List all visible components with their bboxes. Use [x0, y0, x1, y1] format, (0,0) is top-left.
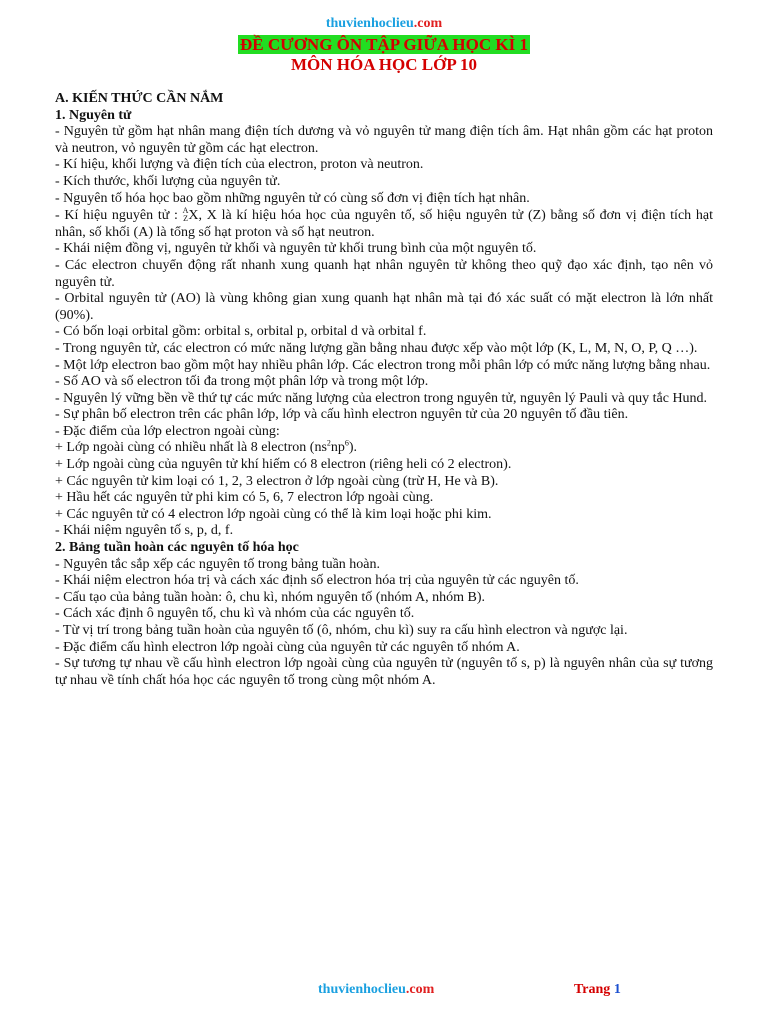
paragraph: + Các nguyên tử có 4 electron lớp ngoài cùng có thể là kim loại hoặc phi kim.	[55, 506, 492, 522]
paragraph: - Từ vị trí trong bảng tuần hoàn của nguyên tố (ô, nhóm, chu kì) suy ra cấu hình electron và ngược lại.	[55, 623, 628, 638]
paragraph: - Sự phân bố electron trên các phân lớp, lớp và cấu hình electron nguyên tử của 20 nguyên tố đầu tiên.	[55, 407, 629, 423]
section-heading: A. KIẾN THỨC CẦN NẮM	[55, 91, 224, 106]
subsection-heading-periodic-table: 2. Bảng tuần hoàn các nguyên tố hóa học	[55, 540, 299, 556]
paragraph: - Nguyên tử gồm hạt nhân mang điện tích dương và vỏ nguyên tử mang điện tích âm. Hạt nhân gồm các hạt proton và neutron, vỏ nguyên tử gồm các hạt electron.	[55, 124, 713, 156]
paragraph: - Khái niệm nguyên tố s, p, d, f.	[55, 523, 234, 539]
document-body	[55, 91, 713, 689]
document-title	[0, 35, 768, 55]
page-label: Trang	[574, 982, 611, 997]
paragraph: - Có bốn loại orbital gồm: orbital s, orbital p, orbital d và orbital f.	[55, 324, 427, 340]
paragraph: - Nguyên tắc sắp xếp các nguyên tố trong bảng tuần hoàn.	[55, 556, 381, 572]
paragraph: - Cấu tạo của bảng tuần hoàn: ô, chu kì, nhóm nguyên tố (nhóm A, nhóm B).	[55, 589, 486, 605]
text-run: + Lớp ngoài cùng có nhiều nhất là 8 electron (ns	[55, 440, 327, 456]
site-name: thuvienhoclieu	[325, 16, 414, 31]
text-run: X, X là kí hiệu hóa học của nguyên tố, số hiệu nguyên tử (Z) bằng số đơn vị điện tích hạt nhân, số khối (A) là tổng số hạt proton và số hạt neutron.	[55, 208, 713, 240]
site-domain: .com	[413, 16, 443, 31]
superscript: 6	[344, 438, 349, 448]
document-title-text: ĐỀ CƯƠNG ÔN TẬP GIỮA HỌC KÌ 1	[240, 35, 528, 54]
paragraph: + Hầu hết các nguyên tử phi kim có 5, 6, 7 electron lớp ngoài cùng.	[55, 490, 434, 506]
text-run: ).	[348, 440, 358, 456]
paragraph: + Các nguyên tử kim loại có 1, 2, 3 electron ở lớp ngoài cùng (trừ H, He và B).	[55, 473, 499, 489]
paragraph: - Số AO và số electron tối đa trong một phân lớp và trong một lớp.	[55, 374, 429, 390]
mass-number: A	[182, 206, 189, 216]
site-name: thuvienhoclieu	[318, 982, 406, 997]
text-run: np	[330, 440, 345, 456]
paragraph: - Các electron chuyển động rất nhanh xung quanh hạt nhân nguyên tử không theo quỹ đạo xác định, tạo nên vỏ nguyên tử.	[55, 257, 713, 290]
document-subtitle: MÔN HÓA HỌC LỚP 10	[290, 55, 478, 74]
page-number-value: 1	[613, 982, 621, 997]
paragraph: - Trong nguyên tử, các electron có mức năng lượng gần bằng nhau được xếp vào một lớp (K, L, M, N, O, P, Q …).	[55, 340, 698, 356]
site-logo-footer	[318, 982, 434, 998]
page-number	[574, 982, 621, 998]
paragraph: - Nguyên lý vững bền về thứ tự các mức năng lượng của electron trong nguyên tử, nguyên lý Pauli và quy tắc Hund.	[55, 390, 708, 406]
paragraph: - Đặc điểm cấu hình electron lớp ngoài cùng của nguyên tử các nguyên tố nhóm A.	[55, 639, 520, 655]
superscript: 2	[326, 438, 331, 448]
paragraph: - Khái niệm electron hóa trị và cách xác định số electron hóa trị của nguyên tử các nguyên tố.	[55, 573, 579, 589]
subsection-heading-atom: 1. Nguyên tử	[55, 107, 132, 123]
text-run: - Kí hiệu nguyên tử :	[55, 208, 183, 224]
paragraph-atomic-symbol	[55, 207, 713, 241]
paragraph: - Orbital nguyên tử (AO) là vùng không gian xung quanh hạt nhân mà tại đó xác suất có mặt electron là lớn nhất (90%).	[55, 291, 713, 323]
paragraph: - Kích thước, khối lượng của nguyên tử.	[55, 173, 281, 189]
paragraph: + Lớp ngoài cùng của nguyên tử khí hiếm có 8 electron (riêng heli có 2 electron).	[55, 457, 512, 473]
atomic-number: Z	[183, 214, 188, 224]
paragraph: - Đặc điểm của lớp electron ngoài cùng:	[55, 423, 280, 439]
paragraph: - Sự tương tự nhau về cấu hình electron lớp ngoài cùng của nguyên tử (nguyên tố s, p) là nguyên nhân của sự tương tự nhau về tính chất hóa học các nguyên tố trong cùng một nhóm A.	[55, 656, 713, 688]
paragraph-outer-shell	[55, 440, 713, 457]
paragraph: - Nguyên tố hóa học bao gồm những nguyên tử có cùng số đơn vị điện tích hạt nhân.	[55, 190, 530, 206]
site-logo-header	[0, 16, 768, 32]
paragraph: - Cách xác định ô nguyên tố, chu kì và nhóm của các nguyên tố.	[55, 606, 415, 622]
paragraph: - Khái niệm đồng vị, nguyên tử khối và nguyên tử khối trung bình của một nguyên tố.	[55, 241, 537, 257]
site-domain: .com	[405, 982, 435, 997]
paragraph: - Một lớp electron bao gồm một hay nhiều phân lớp. Các electron trong mỗi phân lớp có mức năng lượng bằng nhau.	[55, 357, 711, 373]
paragraph: - Kí hiệu, khối lượng và điện tích của electron, proton và neutron.	[55, 157, 424, 173]
